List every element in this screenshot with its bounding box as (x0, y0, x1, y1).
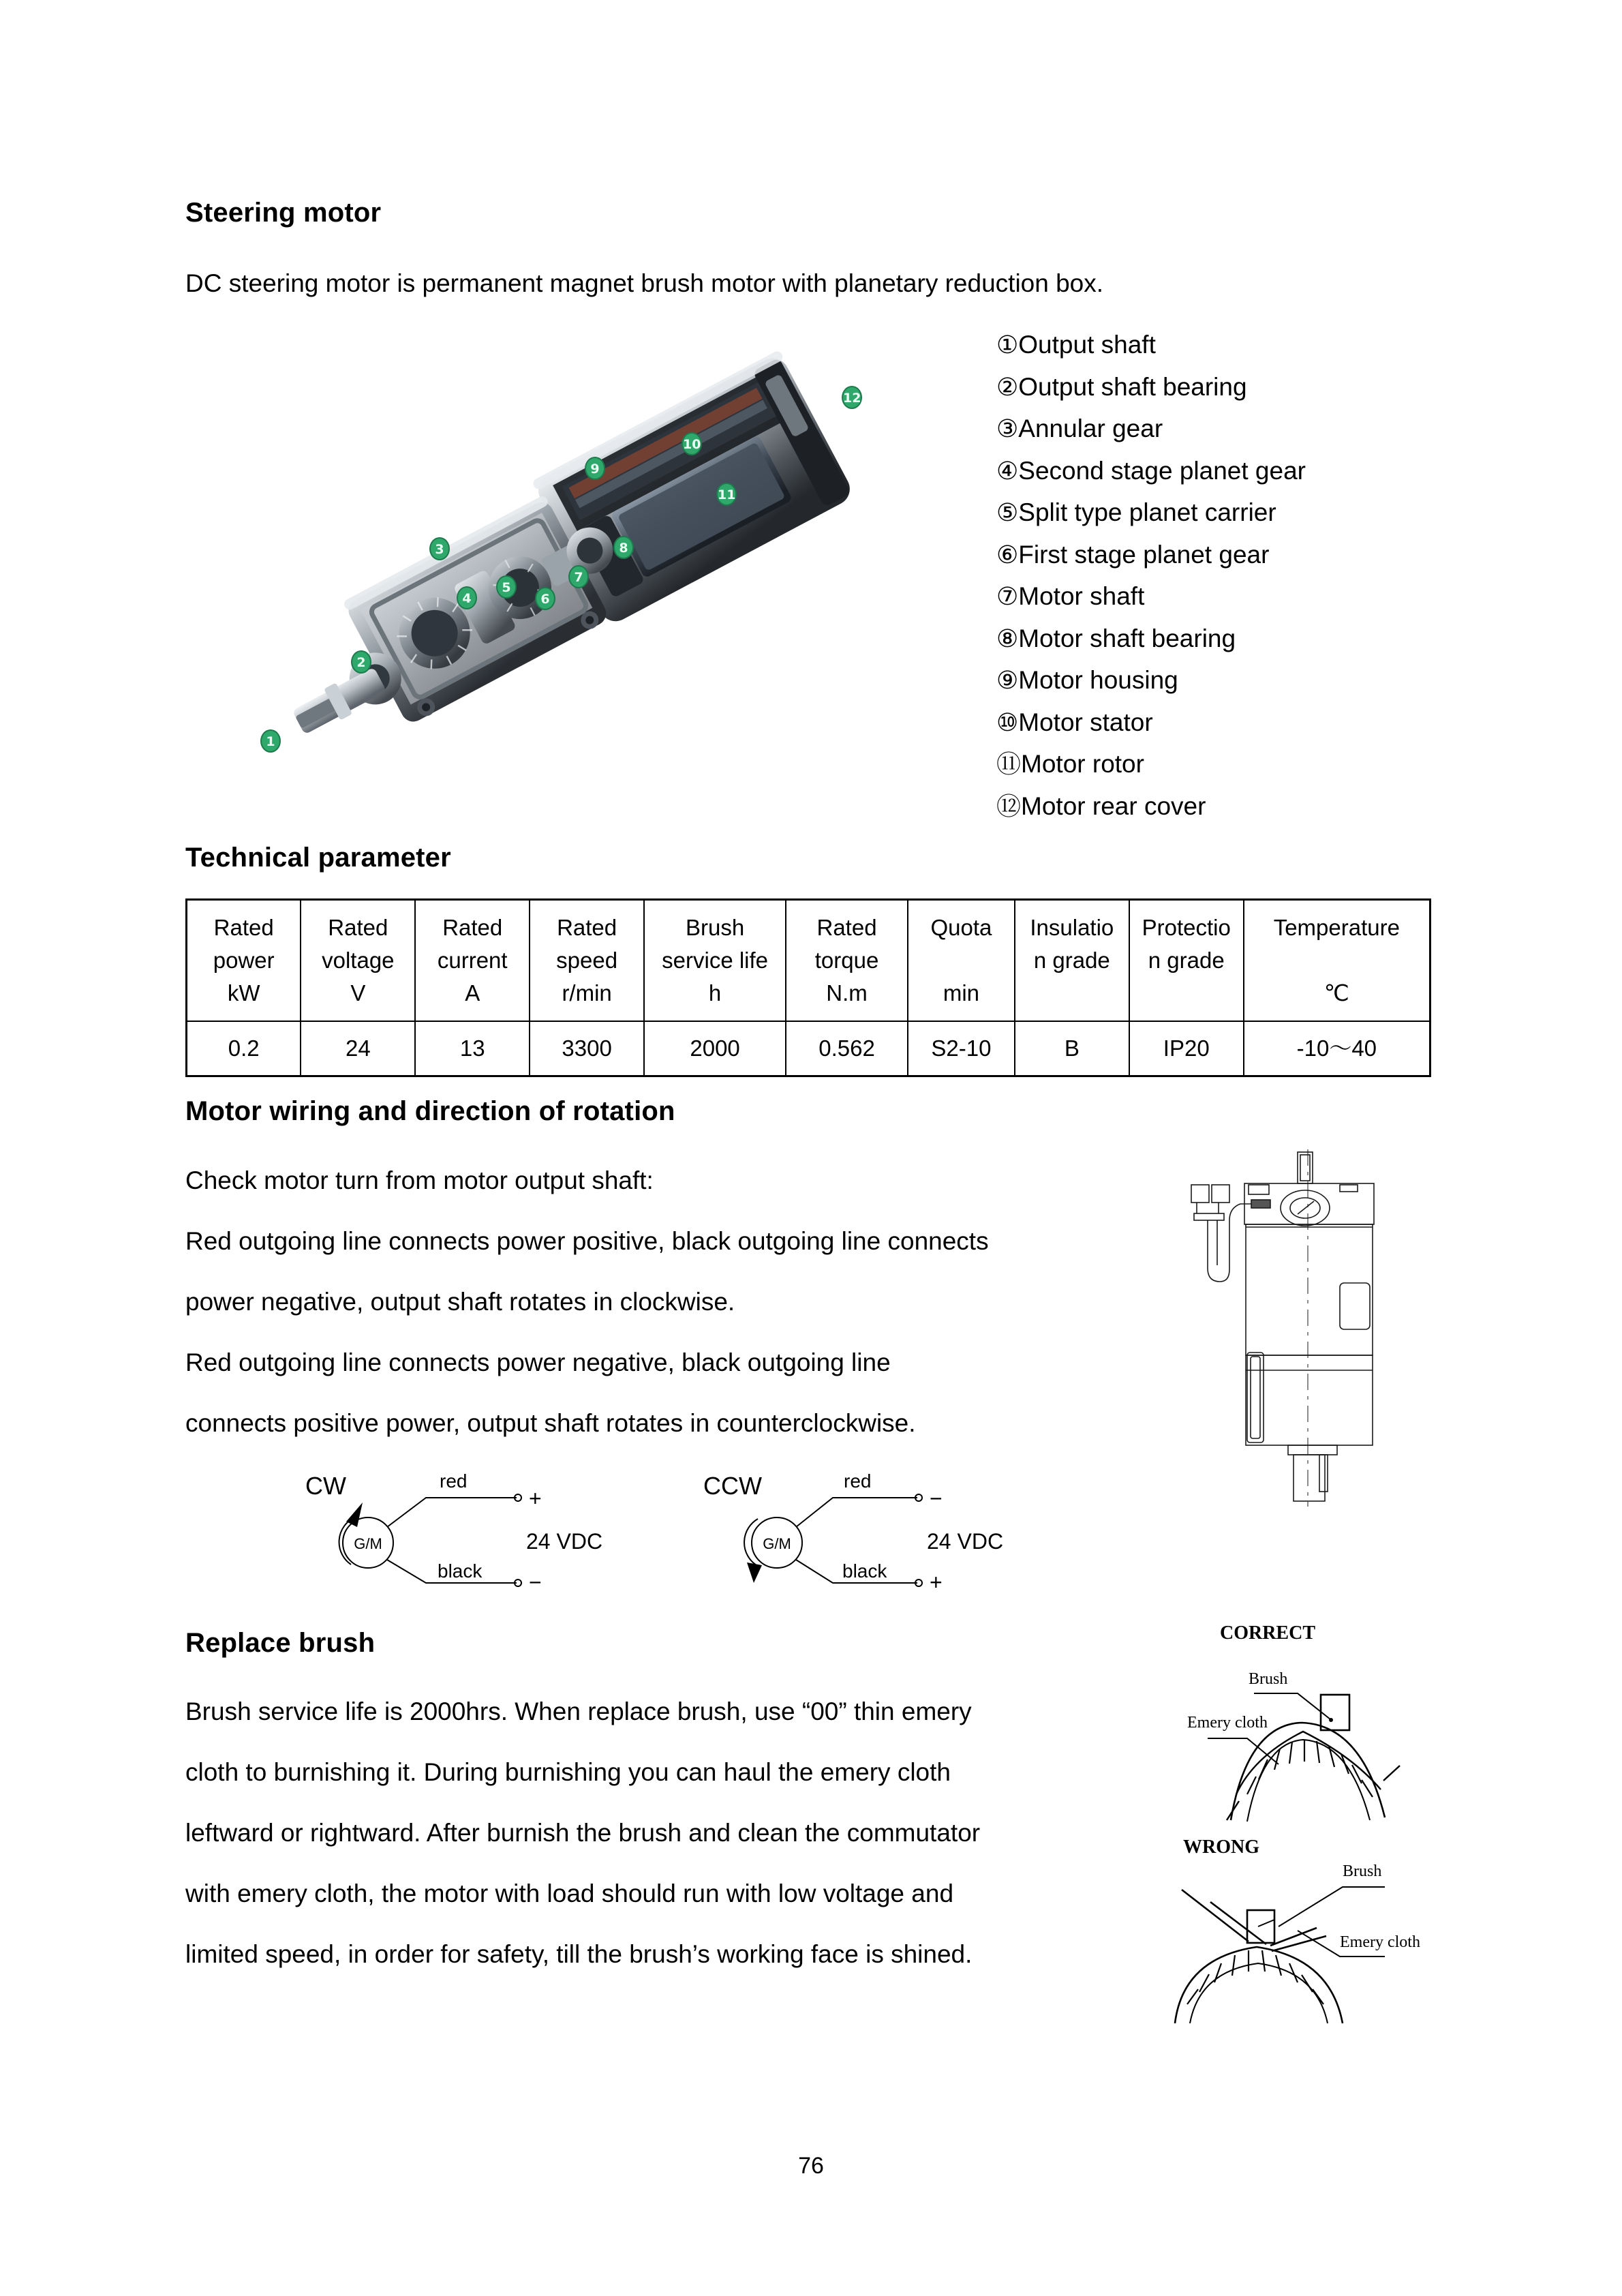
brush-figure-correct (1145, 1622, 1452, 1827)
part-number-3: ③ (996, 415, 1019, 443)
hdr-line: Brush (685, 915, 745, 940)
hdr-line: Rated (442, 915, 503, 940)
hdr-unit: V (350, 980, 366, 1006)
parts-list-item-4 (996, 451, 1419, 493)
part-number-5: ⑤ (996, 499, 1019, 527)
header-cell-rated-power (187, 900, 301, 1022)
callout-12: 12 (842, 386, 862, 409)
callout-2: 2 (351, 650, 371, 674)
value-cell-rated-speed: 3300 (530, 1021, 644, 1076)
technical-parameter-table (185, 898, 1431, 1077)
replace-brush-line-2: cloth to burnishing it. During burnishing you can haul the emery cloth (185, 1758, 951, 1786)
hdr-line: power (213, 948, 275, 973)
header-cell-rated-speed (530, 900, 644, 1022)
hdr-unit: r/min (562, 980, 612, 1006)
callout-8: 8 (613, 536, 634, 559)
value-cell-rated-current: 13 (415, 1021, 530, 1076)
parts-list-item-12 (996, 786, 1419, 828)
correct-brush-label: Brush (1249, 1670, 1288, 1688)
value-cell-rated-torque: 0.562 (786, 1021, 908, 1076)
cw-supply-label: 24 VDC (526, 1529, 603, 1554)
part-number-11: ⑪ (996, 751, 1022, 779)
replace-brush-line-1: Brush service life is 2000hrs. When replace brush, use “00” thin emery (185, 1697, 972, 1725)
hdr-line: Rated (328, 915, 388, 940)
hdr-line: current (437, 948, 508, 973)
hdr-unit: ℃ (1323, 980, 1349, 1006)
hdr-line: Insulatio (1030, 915, 1114, 940)
value-cell-insulation-grade: B (1015, 1021, 1129, 1076)
hdr-line: Quota (930, 915, 992, 940)
parts-list-item-7 (996, 576, 1419, 618)
part-number-7: ⑦ (996, 583, 1019, 611)
hdr-line: Rated (816, 915, 877, 940)
motor-outline-drawing (1159, 1145, 1445, 1622)
value-cell-quota: S2-10 (908, 1021, 1015, 1076)
motor-wiring-line-2: Red outgoing line connects power positive, black outgoing line connects (185, 1227, 989, 1255)
header-cell-quota (908, 900, 1015, 1022)
callout-1: 1 (260, 729, 281, 753)
ccw-motor-label: G/M (763, 1535, 791, 1552)
callout-9: 9 (585, 457, 605, 480)
callout-3: 3 (429, 537, 450, 560)
parts-list-item-2 (996, 367, 1419, 409)
ccw-red-label: red (844, 1470, 872, 1492)
part-label-1: Output shaft (1018, 331, 1156, 359)
header-cell-protection-grade (1129, 900, 1244, 1022)
replace-brush-line-4: with emery cloth, the motor with load should run with low voltage and (185, 1879, 954, 1907)
part-number-9: ⑨ (996, 667, 1019, 695)
replace-brush-line-5: limited speed, in order for safety, till the brush’s working face is shined. (185, 1940, 973, 1968)
part-label-10: Motor stator (1018, 708, 1153, 736)
part-number-1: ① (996, 331, 1019, 359)
motor-wiring-line-3: power negative, output shaft rotates in clockwise. (185, 1288, 735, 1316)
wrong-emery-label: Emery cloth (1340, 1933, 1420, 1951)
ccw-rotation-label: CCW (703, 1472, 762, 1500)
cw-black-label: black (438, 1560, 483, 1582)
section-heading-motor-wiring: Motor wiring and direction of rotation (185, 1096, 675, 1126)
wrong-figure-title: WRONG (1183, 1837, 1259, 1858)
header-cell-brush-service-life (644, 900, 786, 1022)
hdr-line: torque (814, 948, 879, 973)
value-cell-brush-service-life: 2000 (644, 1021, 786, 1076)
cw-red-label: red (440, 1470, 468, 1492)
part-label-9: Motor housing (1018, 666, 1178, 694)
callout-4: 4 (457, 586, 477, 609)
callout-10: 10 (682, 432, 702, 455)
callout-11: 11 (716, 483, 737, 506)
cw-motor-label: G/M (354, 1535, 382, 1552)
part-number-4: ④ (996, 457, 1019, 485)
hdr-unit: kW (227, 980, 260, 1006)
callout-7: 7 (568, 565, 589, 588)
hdr-unit: N.m (826, 980, 868, 1006)
hdr-line: Protectio (1142, 915, 1231, 940)
steering-motor-intro: DC steering motor is permanent magnet brush motor with planetary reduction box. (185, 269, 1104, 297)
hdr-unit (1131, 977, 1242, 1010)
motor-wiring-line-4: Red outgoing line connects power negative, black outgoing line (185, 1348, 891, 1376)
table-header-row (187, 900, 1430, 1022)
hdr-line: voltage (322, 948, 395, 973)
part-number-2: ② (996, 373, 1019, 402)
header-cell-temperature (1244, 900, 1430, 1022)
wiring-diagram-cw (286, 1445, 668, 1595)
part-label-11: Motor rotor (1021, 750, 1144, 778)
motor-wiring-line-1: Check motor turn from motor output shaft: (185, 1166, 654, 1194)
part-label-2: Output shaft bearing (1018, 372, 1247, 401)
callout-6: 6 (535, 587, 555, 610)
hdr-line: n grade (1033, 948, 1110, 973)
section-heading-technical-parameter: Technical parameter (185, 843, 451, 873)
header-cell-insulation-grade (1015, 900, 1129, 1022)
hdr-line: Rated (213, 915, 274, 940)
motor-wiring-line-5: connects positive power, output shaft rotates in counterclockwise. (185, 1409, 916, 1437)
parts-list (996, 324, 1419, 828)
parts-list-item-8 (996, 618, 1419, 661)
part-label-6: First stage planet gear (1018, 540, 1270, 569)
header-cell-rated-torque (786, 900, 908, 1022)
hdr-line (1246, 944, 1428, 977)
part-label-7: Motor shaft (1018, 582, 1145, 610)
correct-emery-label: Emery cloth (1187, 1714, 1268, 1732)
hdr-line: speed (556, 948, 618, 973)
ccw-top-terminal: − (930, 1486, 943, 1511)
page-number: 76 (798, 2153, 824, 2179)
wiring-diagram-ccw (682, 1445, 1063, 1595)
parts-list-item-1 (996, 324, 1419, 367)
part-number-10: ⑩ (996, 708, 1019, 737)
page-title-steering-motor: Steering motor (185, 198, 382, 228)
part-label-5: Split type planet carrier (1018, 498, 1276, 526)
parts-list-item-11 (996, 744, 1419, 786)
parts-list-item-9 (996, 660, 1419, 702)
hdr-line: n grade (1148, 948, 1225, 973)
part-label-12: Motor rear cover (1021, 791, 1206, 820)
parts-list-item-10 (996, 702, 1419, 744)
cw-rotation-label: CW (305, 1472, 346, 1500)
brush-figure-wrong (1145, 1807, 1452, 2025)
ccw-black-label: black (842, 1560, 887, 1582)
replace-brush-line-3: leftward or rightward. After burnish the brush and clean the commutator (185, 1819, 981, 1847)
part-number-12: ⑫ (996, 792, 1022, 821)
wrong-brush-label: Brush (1343, 1862, 1382, 1880)
hdr-unit (1017, 977, 1127, 1010)
part-label-3: Annular gear (1018, 414, 1163, 442)
value-cell-rated-power: 0.2 (187, 1021, 301, 1076)
hdr-unit: h (708, 980, 722, 1006)
value-cell-protection-grade: IP20 (1129, 1021, 1244, 1076)
header-cell-rated-current (415, 900, 530, 1022)
hdr-line (910, 944, 1013, 977)
parts-list-item-3 (996, 408, 1419, 451)
motor-cutaway-photo (196, 330, 962, 807)
ccw-supply-label: 24 VDC (927, 1529, 1004, 1554)
part-number-6: ⑥ (996, 541, 1019, 569)
value-cell-temperature: -10～40 (1244, 1021, 1430, 1076)
section-heading-replace-brush: Replace brush (185, 1628, 376, 1658)
cw-bottom-terminal: − (529, 1570, 542, 1595)
hdr-line: Rated (557, 915, 617, 940)
hdr-line: Temperature (1273, 915, 1400, 940)
table-value-row (187, 1021, 1430, 1076)
cw-top-terminal: + (529, 1486, 542, 1511)
part-label-4: Second stage planet gear (1018, 456, 1306, 485)
hdr-line: service life (662, 948, 769, 973)
hdr-unit: A (465, 980, 480, 1006)
header-cell-rated-voltage (301, 900, 415, 1022)
part-label-8: Motor shaft bearing (1018, 624, 1236, 652)
part-number-8: ⑧ (996, 624, 1019, 653)
value-cell-rated-voltage: 24 (301, 1021, 415, 1076)
correct-figure-title: CORRECT (1219, 1622, 1316, 1644)
parts-list-item-5 (996, 492, 1419, 534)
callout-5: 5 (496, 575, 517, 599)
parts-list-item-6 (996, 534, 1419, 577)
ccw-bottom-terminal: + (930, 1570, 943, 1595)
hdr-unit: min (943, 980, 980, 1006)
